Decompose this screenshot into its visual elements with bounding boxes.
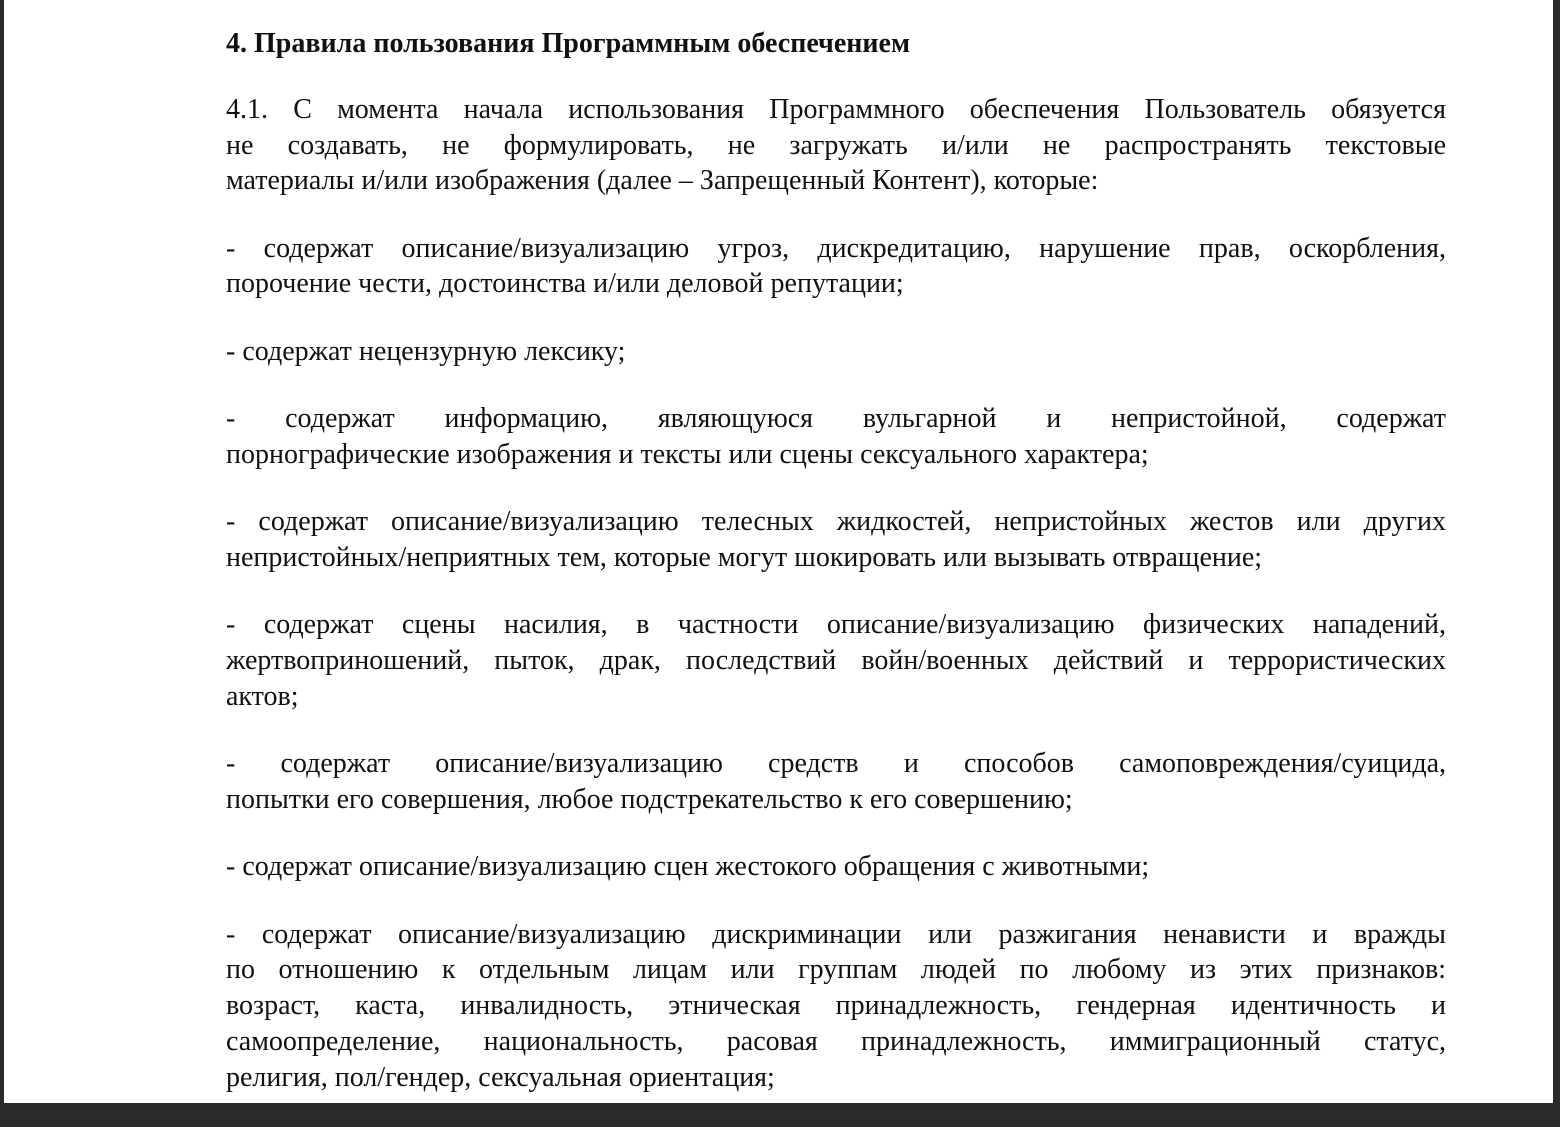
text-line: - содержат описание/визуализацию сцен жестокого обращения с животными;: [226, 851, 1150, 883]
text-line: не создавать, не формулировать, не загружать и/или не распространять текстовые: [226, 129, 1446, 161]
section-heading: 4. Правила пользования Программным обеспечением: [226, 28, 911, 59]
text-line: материалы и/или изображения (далее – Запрещенный Контент), которые:: [226, 165, 1099, 197]
text-line: актов;: [226, 680, 299, 712]
text-line: по отношению к отдельным лицам или группам людей по любому из этих признаков:: [226, 954, 1446, 986]
text-line: религия, пол/гендер, сексуальная ориентация;: [226, 1061, 775, 1093]
list-item: [226, 607, 1446, 714]
list-item: [226, 746, 1446, 818]
text-line: - содержат описание/визуализацию угроз, дискредитацию, нарушение прав, оскорбления,: [226, 232, 1446, 264]
text-line: - содержат информацию, являющуюся вульгарной и непристойной, содержат: [226, 403, 1446, 435]
text-line: порочение чести, достоинства и/или деловой репутации;: [226, 268, 904, 300]
list-item: [226, 231, 1446, 303]
document-content: [226, 26, 1446, 1127]
text-line: 4.1. С момента начала использования Программного обеспечения Пользователь обязуется: [226, 93, 1446, 125]
text-line: - содержат описание/визуализацию дискриминации или разжигания ненависти и вражды: [226, 918, 1446, 950]
text-line: - содержат нецензурную лексику;: [226, 335, 626, 367]
clause-paragraph: [226, 92, 1446, 199]
text-line: - содержат описание/визуализацию телесных жидкостей, непристойных жестов или других: [226, 506, 1446, 538]
text-line: непристойных/неприятных тем, которые могут шокировать или вызывать отвращение;: [226, 541, 1263, 573]
text-line: жертвоприношений, пыток, драк, последствий войн/военных действий и террористических: [226, 645, 1446, 677]
text-line: попытки его совершения, любое подстрекательство к его совершению;: [226, 783, 1073, 815]
list-item: [226, 504, 1446, 576]
list-item: [226, 401, 1446, 473]
document-page: [4, 0, 1553, 1103]
list-item: [226, 849, 1446, 885]
text-line: возраст, каста, инвалидность, этническая принадлежность, гендерная идентичность и: [226, 990, 1446, 1022]
text-line: самоопределение, национальность, расовая принадлежность, иммиграционный статус,: [226, 1025, 1446, 1057]
list-item: [226, 917, 1446, 1096]
list-item: [226, 334, 1446, 370]
text-line: порнографические изображения и тексты или сцены сексуального характера;: [226, 438, 1149, 470]
text-line: - содержат сцены насилия, в частности описание/визуализацию физических нападений,: [226, 609, 1446, 641]
text-line: - содержат описание/визуализацию средств и способов самоповреждения/суицида,: [226, 748, 1446, 780]
